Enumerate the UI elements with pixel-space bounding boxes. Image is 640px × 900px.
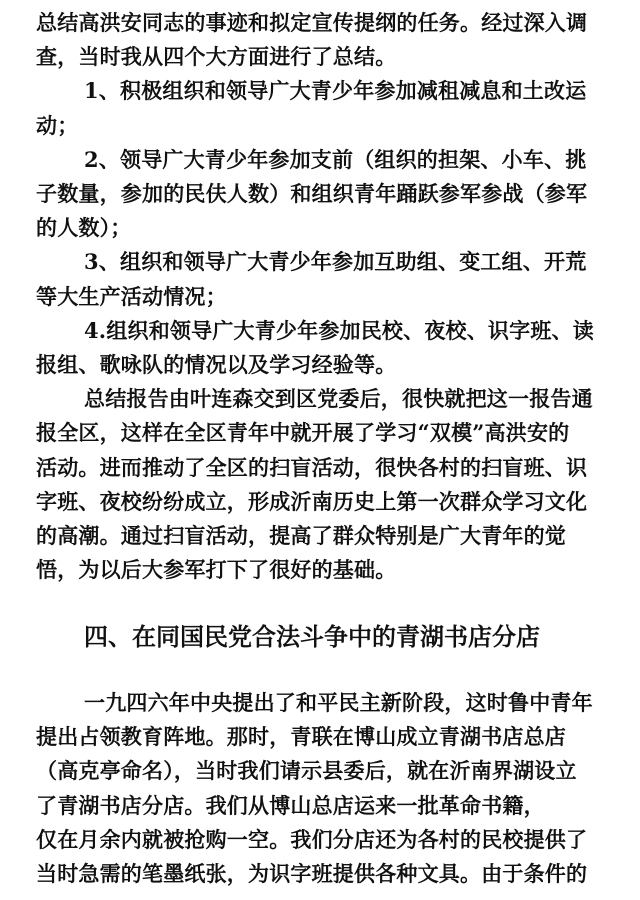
text-line: 总结报告由叶连森交到区党委后，很快就把这一报告通 [84, 386, 593, 412]
text-line: 悟，为以后大参军打下了很好的基础。 [36, 557, 397, 583]
text-line: 的人数）； [36, 215, 132, 241]
text-line: 一九四六年中央提出了和平民主新阶段，这时鲁中青年 [84, 690, 593, 715]
text-line: 活动。进而推动了全区的扫盲活动，很快各村的扫盲班、识 [36, 454, 588, 480]
text-line: 1、积极组织和领导广大青少年参加减租减息和土改运 [84, 78, 587, 104]
text-line: 报全区，这样在全区青年中就开展了学习“双模”高洪安的 [36, 420, 570, 446]
text-line: 的高潮。通过扫盲活动，提高了群众特别是广大青年的觉 [36, 523, 566, 548]
text-line: 仅在月余内就被抢购一空。我们分店还为各村的民校提供了 [36, 826, 588, 852]
text-line: 等大生产活动情况； [36, 283, 227, 309]
text-line: （高克亭命名），当时我们请示县委后，就在沂南界湖设立 [36, 758, 577, 784]
text-line: 了青湖书店分店。我们从博山总店运来一批革命书籍， [36, 792, 545, 818]
text-line: 3、组织和领导广大青少年参加互助组、变工组、开荒 [84, 249, 587, 275]
text-line: 4.组织和领导广大青少年参加民校、夜校、识字班、读 [84, 317, 594, 343]
text-line: 动； [36, 112, 79, 138]
text-line: 子数量，参加的民伕人数）和组织青年踊跃参军参战（参军 [36, 181, 588, 206]
text-line: 提出占领教育阵地。那时，青联在博山成立青湖书店总店 [36, 724, 566, 750]
text-line: 当时急需的笔墨纸张，为识字班提供各种文具。由于条件的 [36, 861, 588, 886]
text-line: 报组、歌咏队的情况以及学习经验等。 [36, 352, 397, 377]
section-heading: 四、在同国民党合法斗争中的青湖书店分店 [84, 622, 540, 651]
text-line: 查，当时我从四个大方面进行了总结。 [36, 44, 397, 70]
text-line: 字班、夜校纷纷成立，形成沂南历史上第一次群众学习文化 [36, 488, 588, 514]
text-line: 2、领导广大青少年参加支前（组织的担架、小车、挑 [84, 146, 587, 172]
text-line: 总结高洪安同志的事迹和拟定宣传提纲的任务。经过深入调 [36, 10, 588, 35]
